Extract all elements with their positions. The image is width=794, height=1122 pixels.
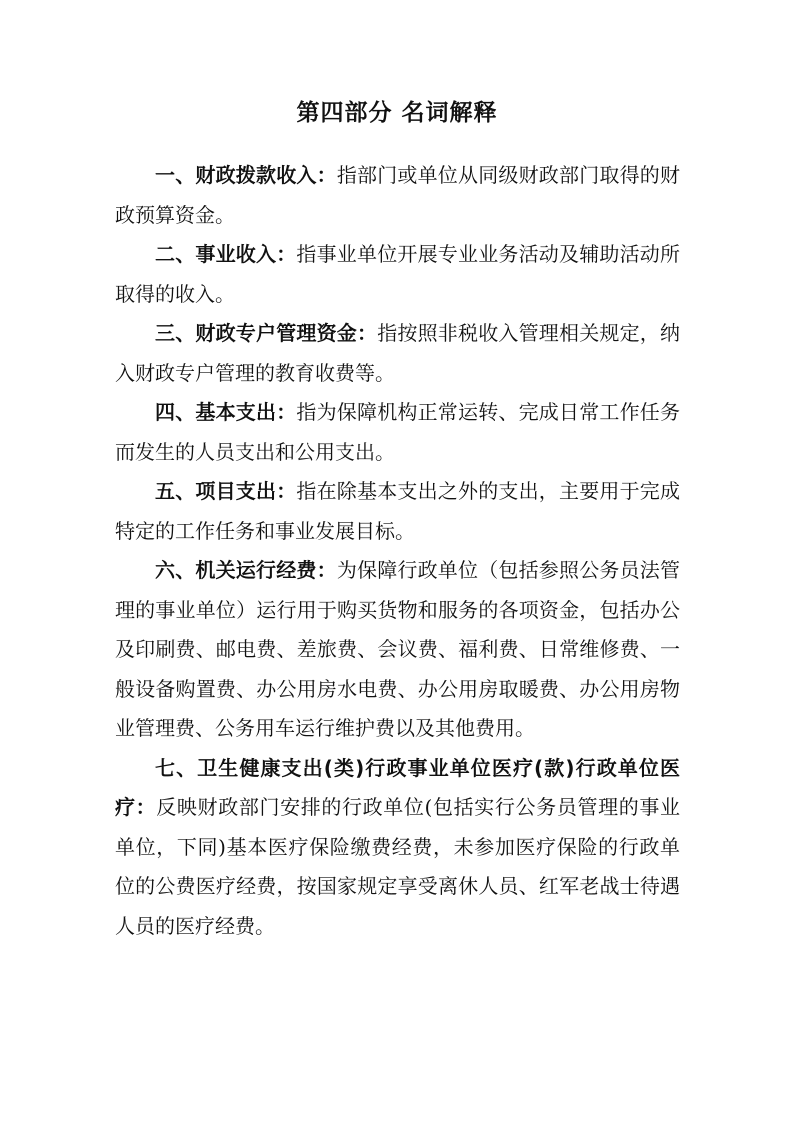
definition-term: 四、基本支出： [155, 400, 297, 424]
definition-term: 七、卫生健康支出(类)行政事业单位医疗(款)行政单位医疗： [115, 755, 680, 819]
definitions-list [115, 156, 680, 946]
definition-text: 指在除基本支出之外的支出，主要用于完成特定的工作任务和事业发展目标。 [115, 479, 681, 543]
definition-text: 指部门或单位从同级财政部门取得的财政预算资金。 [115, 163, 681, 227]
definition-3 [115, 314, 680, 393]
definition-1 [115, 156, 680, 235]
definition-text: 指事业单位开展专业业务活动及辅助活动所取得的收入。 [115, 242, 681, 306]
definition-2 [115, 235, 680, 314]
definition-term: 五、项目支出： [155, 479, 297, 503]
definition-text: 反映财政部门安排的行政单位(包括实行公务员管理的事业单位，下同)基本医疗保险缴费经费，未参加医疗保险的行政单位的公费医疗经费，按国家规定享受离休人员、红军老战士待遇人员的医疗经费。 [115, 795, 680, 938]
definition-7 [115, 749, 680, 947]
definition-term: 三、财政专户管理资金： [155, 321, 378, 345]
definition-text: 指按照非税收入管理相关规定，纳入财政专户管理的教育收费等。 [115, 321, 681, 385]
definition-4 [115, 393, 680, 472]
definition-text: 指为保障机构正常运转、完成日常工作任务而发生的人员支出和公用支出。 [115, 400, 681, 464]
definition-term: 一、财政拨款收入： [155, 163, 337, 187]
definition-6 [115, 551, 680, 749]
definition-term: 二、事业收入： [155, 242, 297, 266]
definition-5 [115, 472, 680, 551]
page-title: 第四部分 名词解释 [296, 100, 498, 126]
definition-term: 六、机关运行经费： [155, 558, 337, 582]
definition-text: 为保障行政单位（包括参照公务员法管理的事业单位）运行用于购买货物和服务的各项资金，包括办公及印刷费、邮电费、差旅费、会议费、福利费、日常维修费、一般设备购置费、办公用房水电费、办公用房取暖费、办公用房物业管理费、公务用车运行维护费以及其他费用。 [115, 558, 681, 740]
